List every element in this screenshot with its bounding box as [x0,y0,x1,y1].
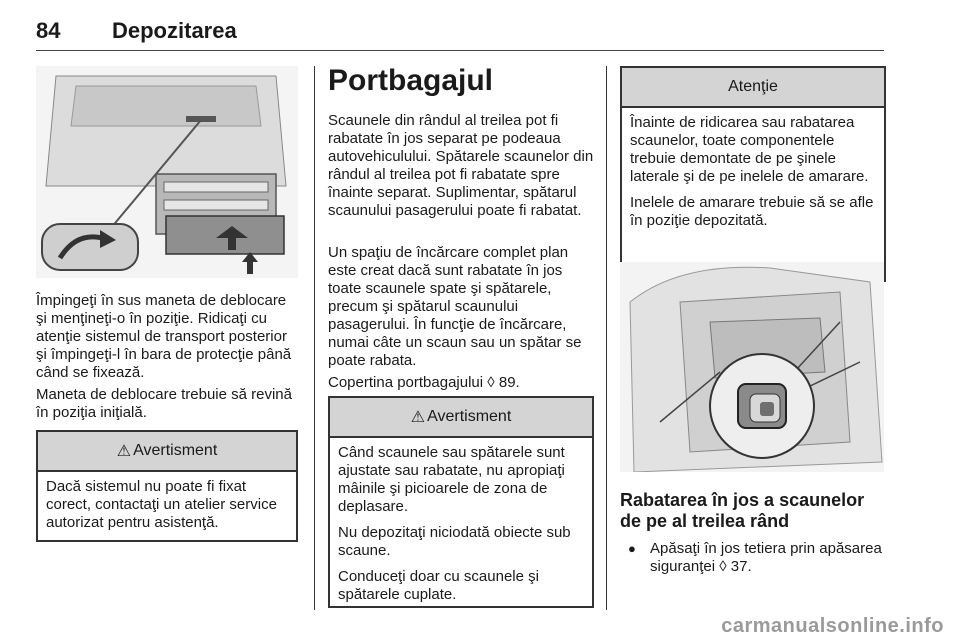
warning-icon: ⚠ [116,443,132,460]
col2-warning-text-1: Când scaunele sau spătarele sunt ajustate sau rabatate, nu apropiaţi mâinile şi picioarele de zona de deplasare. [338,444,565,515]
column-divider-2 [606,66,607,610]
col2-warning-text-3: Conduceţi doar cu scaunele şi spătarele cuplate. [338,568,539,603]
col2-paragraph-3: Copertina portbagajului ◊ 89. [328,374,520,391]
col2-paragraph-1: Scaunele din rândul al treilea pot fi rabatate în jos separat pe podeaua autovehiculului. Spătarele scaunelor din rândul al treilea pot fi rabatate spre înainte separat. Suplimentar, spătarul scaunului pasagerului poate fi rabatat. [328,112,594,219]
bullet-list-item [628,540,884,576]
col1-paragraph-1: Împingeţi în sus maneta de deblocare şi menţineţi-o în poziţie. Ridicaţi cu atenţie sistemul de transport posterior şi împingeţi-l în bara de protecţie până când se fixează. [36,292,292,381]
col2-warning-text-2: Nu depozitaţi niciodată obiecte sub scaune. [338,524,571,559]
col3-caution-header [622,68,884,108]
col1-warning-box [36,430,298,542]
header-divider [36,50,884,51]
footer-watermark: carmanualsonline.info [721,615,944,637]
col1-paragraph-2: Maneta de deblocare trebuie să revină în poziţia iniţială. [36,386,292,421]
col1-warning-text: Dacă sistemul nu poate fi fixat corect, contactaţi un atelier service autorizat pentru asistenţă. [46,478,277,531]
col2-warning-header [330,398,592,438]
col3-caution-box [620,66,886,282]
column-divider-1 [314,66,315,610]
portbagajul-heading: Portbagajul [328,64,494,97]
col2-warning-box [328,396,594,608]
col1-warning-title: Avertisment [133,442,218,459]
section-title: Depozitarea [112,18,237,43]
col1-warning-header [38,432,296,472]
col3-caution-text-2: Inelele de amarare trebuie să se afle în poziţie depozitată. [630,194,874,229]
figure-rear-carrier [36,66,298,278]
col2-warning-title: Avertisment [427,408,512,425]
figure-cargo-lashing-ring [620,262,884,472]
warning-icon: ⚠ [410,409,426,426]
page-header [0,0,960,52]
col2-paragraph-2: Un spaţiu de încărcare complet plan este creat dacă sunt rabatate în jos toate scaunele spate şi spătarele, precum şi spătarul scaunului pasagerului. În funcţie de încărcare, numai câte un scaun sau un spătar se poate rabata. [328,244,582,369]
col3-bullet-text: Apăsaţi în jos tetiera prin apăsarea siguranţei ◊ 37. [650,540,882,575]
col3-caution-title: Atenţie [728,78,778,95]
col3-caution-text-1: Înainte de ridicarea sau rabatarea scaunelor, toate componentele trebuie demontate de pe şinele laterale şi de pe inelele de amarare. [630,114,869,185]
page-number: 84 [36,18,61,43]
col3-subheading: Rabatarea în jos a scaunelor de pe al treilea rând [620,490,865,531]
bullet-marker: ● [628,541,636,556]
